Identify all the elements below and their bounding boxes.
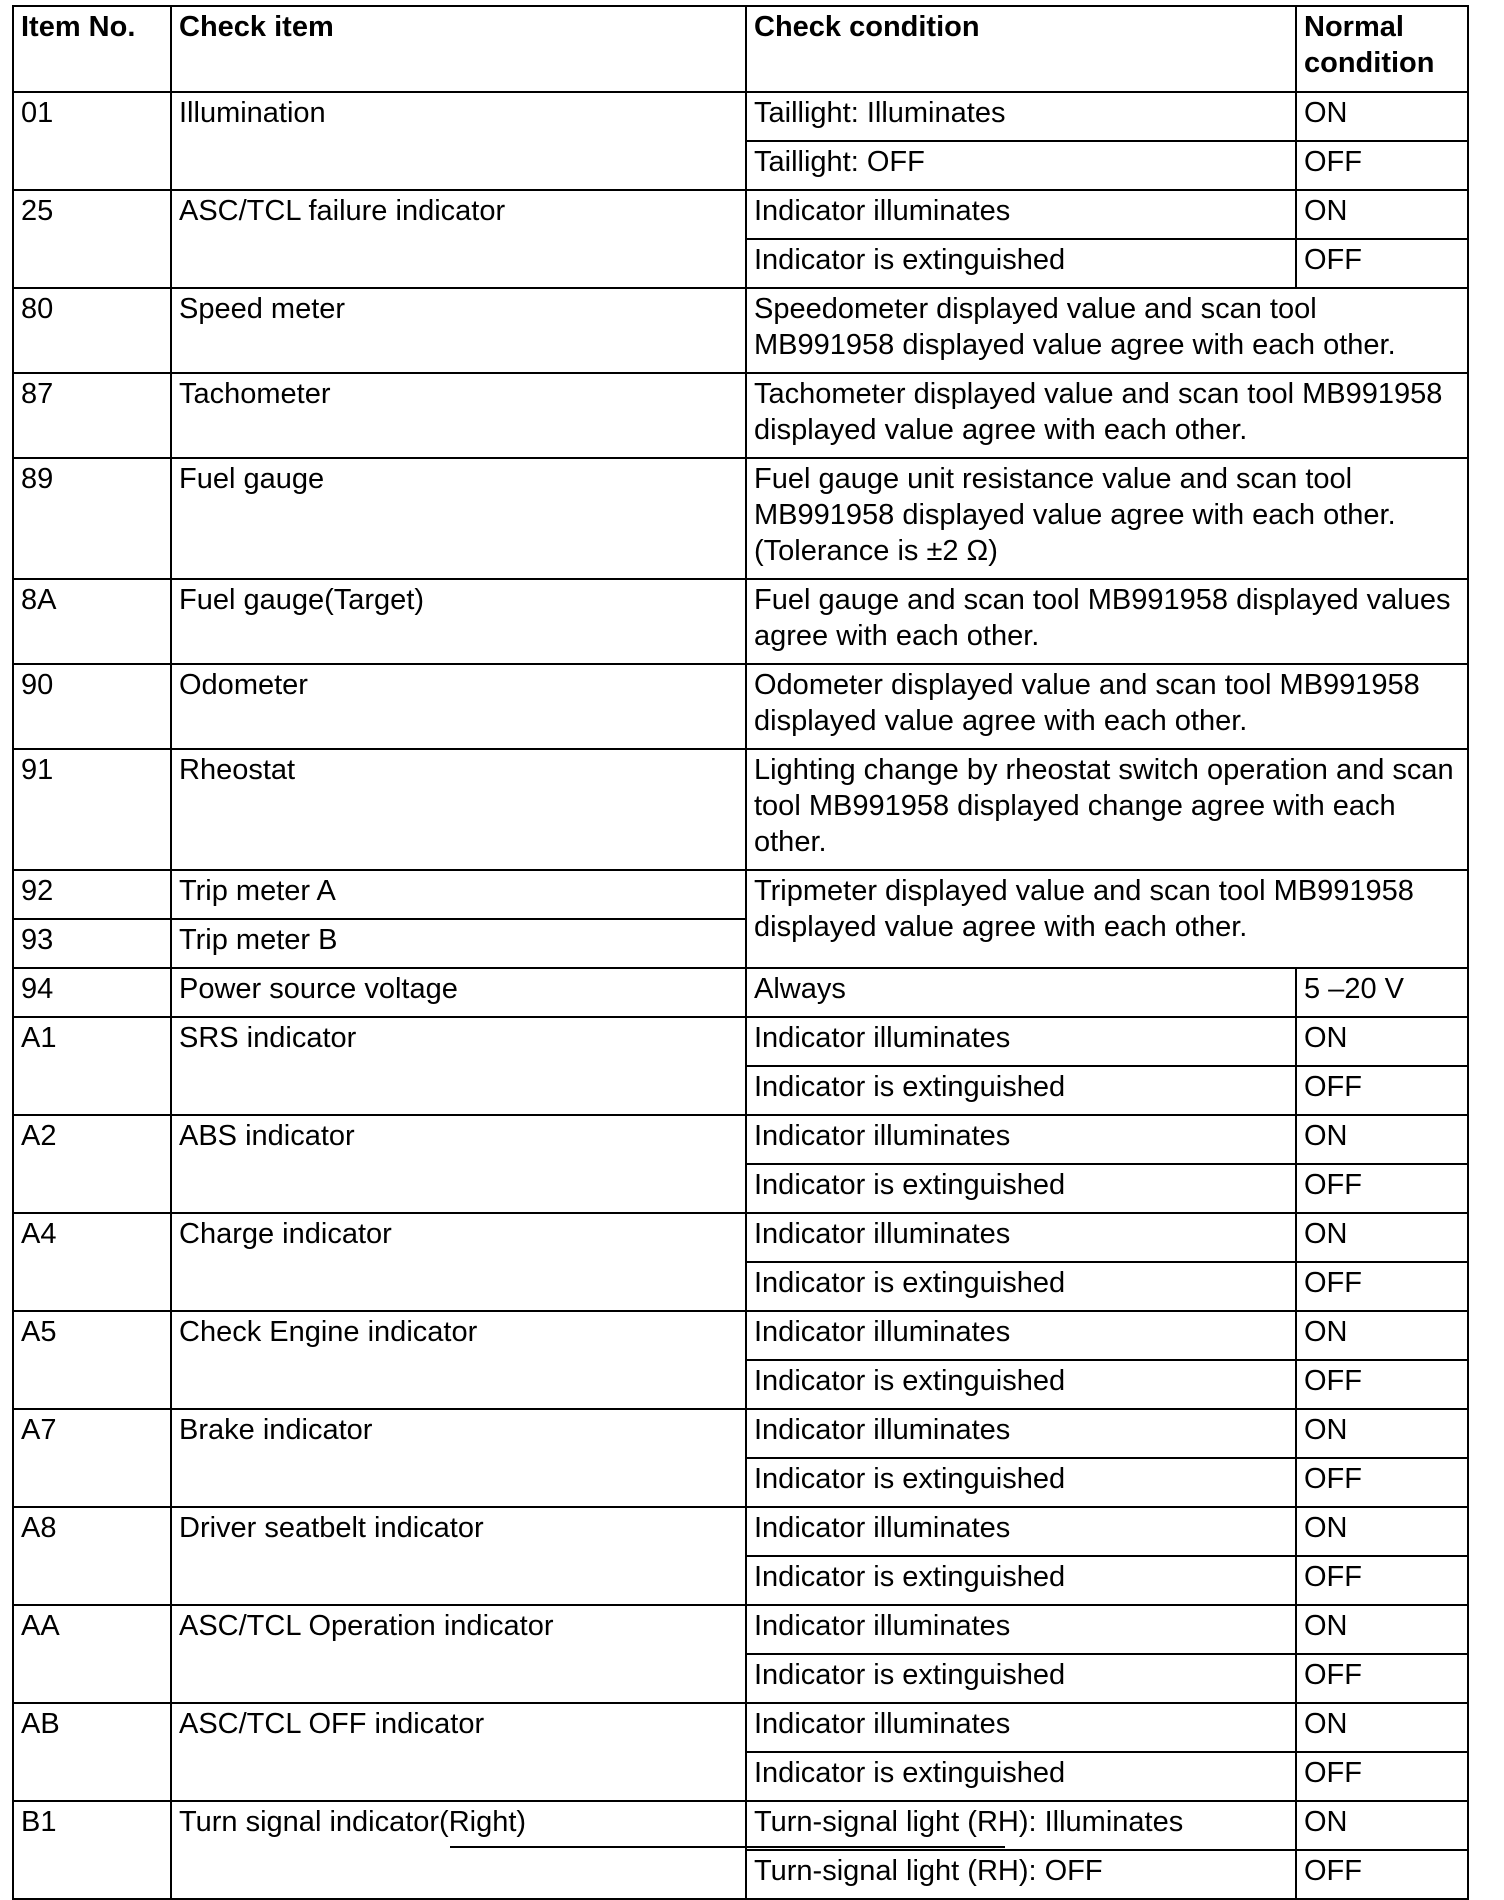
table-row xyxy=(13,1409,1468,1458)
normal-condition-cell: ON xyxy=(1296,1311,1468,1360)
check-item-cell: Rheostat xyxy=(171,749,746,870)
check-item-cell: Illumination xyxy=(171,92,746,190)
normal-condition-cell: ON xyxy=(1296,1605,1468,1654)
item-no-cell: AB xyxy=(13,1703,171,1801)
header-row xyxy=(13,6,1468,92)
check-item-cell: Trip meter B xyxy=(171,919,746,968)
header-check-condition: Check condition xyxy=(746,6,1296,92)
check-condition-cell: Indicator is extinguished xyxy=(746,1458,1296,1507)
check-item-cell: Speed meter xyxy=(171,288,746,373)
table-row xyxy=(13,749,1468,870)
check-condition-cell: Indicator illuminates xyxy=(746,1605,1296,1654)
table-row xyxy=(13,92,1468,141)
check-condition-cell: Taillight: OFF xyxy=(746,141,1296,190)
table-row xyxy=(13,870,1468,919)
merged-condition-cell: Fuel gauge and scan tool MB991958 displayed values agree with each other. xyxy=(746,579,1468,664)
check-condition-cell: Indicator is extinguished xyxy=(746,1066,1296,1115)
item-no-cell: A1 xyxy=(13,1017,171,1115)
table-row xyxy=(13,1213,1468,1262)
check-item-cell: Brake indicator xyxy=(171,1409,746,1507)
table-row xyxy=(13,1311,1468,1360)
check-item-cell: Driver seatbelt indicator xyxy=(171,1507,746,1605)
normal-condition-cell: ON xyxy=(1296,1801,1468,1850)
check-condition-cell: Indicator is extinguished xyxy=(746,1262,1296,1311)
normal-condition-cell: OFF xyxy=(1296,1850,1468,1899)
header-normal-condition: Normal condition xyxy=(1296,6,1468,92)
check-item-cell: Trip meter A xyxy=(171,870,746,919)
item-no-cell: 87 xyxy=(13,373,171,458)
check-item-cell: ASC/TCL OFF indicator xyxy=(171,1703,746,1801)
normal-condition-cell: OFF xyxy=(1296,1262,1468,1311)
item-no-cell: AA xyxy=(13,1605,171,1703)
check-item-cell: Fuel gauge(Target) xyxy=(171,579,746,664)
item-no-cell: 94 xyxy=(13,968,171,1017)
item-no-cell: 25 xyxy=(13,190,171,288)
normal-condition-cell: OFF xyxy=(1296,239,1468,288)
normal-condition-cell: 5 –20 V xyxy=(1296,968,1468,1017)
normal-condition-cell: ON xyxy=(1296,1213,1468,1262)
item-no-cell: 8A xyxy=(13,579,171,664)
table-row xyxy=(13,664,1468,749)
normal-condition-cell: OFF xyxy=(1296,1752,1468,1801)
check-item-cell: SRS indicator xyxy=(171,1017,746,1115)
check-condition-cell: Indicator is extinguished xyxy=(746,239,1296,288)
header-check-item: Check item xyxy=(171,6,746,92)
check-condition-cell: Indicator illuminates xyxy=(746,190,1296,239)
item-no-cell: A7 xyxy=(13,1409,171,1507)
merged-condition-cell: Odometer displayed value and scan tool MB991958 displayed value agree with each other. xyxy=(746,664,1468,749)
normal-condition-cell: ON xyxy=(1296,1017,1468,1066)
item-no-cell: 93 xyxy=(13,919,171,968)
merged-condition-cell: Tachometer displayed value and scan tool MB991958 displayed value agree with each other. xyxy=(746,373,1468,458)
table-row xyxy=(13,1115,1468,1164)
normal-condition-cell: OFF xyxy=(1296,1556,1468,1605)
check-condition-cell: Indicator is extinguished xyxy=(746,1654,1296,1703)
check-condition-cell: Indicator illuminates xyxy=(746,1213,1296,1262)
check-condition-cell: Indicator is extinguished xyxy=(746,1752,1296,1801)
table-row xyxy=(13,968,1468,1017)
check-item-cell: ABS indicator xyxy=(171,1115,746,1213)
check-condition-cell: Indicator illuminates xyxy=(746,1507,1296,1556)
check-item-cell: Check Engine indicator xyxy=(171,1311,746,1409)
table-row xyxy=(13,1507,1468,1556)
table-row xyxy=(13,373,1468,458)
check-item-cell: Charge indicator xyxy=(171,1213,746,1311)
table-row xyxy=(13,458,1468,579)
table-row xyxy=(13,579,1468,664)
item-no-cell: A8 xyxy=(13,1507,171,1605)
item-no-cell: 92 xyxy=(13,870,171,919)
item-no-cell: B1 xyxy=(13,1801,171,1899)
check-condition-cell: Turn-signal light (RH): OFF xyxy=(746,1850,1296,1899)
check-condition-cell: Indicator is extinguished xyxy=(746,1556,1296,1605)
item-no-cell: A4 xyxy=(13,1213,171,1311)
item-no-cell: 01 xyxy=(13,92,171,190)
check-item-cell: Turn signal indicator(Right) xyxy=(171,1801,746,1899)
normal-condition-cell: OFF xyxy=(1296,1164,1468,1213)
table-row xyxy=(13,1801,1468,1850)
check-condition-cell: Indicator illuminates xyxy=(746,1115,1296,1164)
check-item-cell: Odometer xyxy=(171,664,746,749)
item-no-cell: 90 xyxy=(13,664,171,749)
item-no-cell: 80 xyxy=(13,288,171,373)
normal-condition-cell: OFF xyxy=(1296,1458,1468,1507)
check-condition-cell: Indicator illuminates xyxy=(746,1409,1296,1458)
footer-divider xyxy=(450,1846,1005,1848)
check-condition-cell: Taillight: Illuminates xyxy=(746,92,1296,141)
normal-condition-cell: ON xyxy=(1296,92,1468,141)
normal-condition-cell: OFF xyxy=(1296,1066,1468,1115)
normal-condition-cell: OFF xyxy=(1296,141,1468,190)
check-item-cell: ASC/TCL failure indicator xyxy=(171,190,746,288)
merged-condition-cell: Speedometer displayed value and scan tool MB991958 displayed value agree with each other. xyxy=(746,288,1468,373)
check-condition-cell: Always xyxy=(746,968,1296,1017)
item-no-cell: 89 xyxy=(13,458,171,579)
normal-condition-cell: OFF xyxy=(1296,1654,1468,1703)
table-row xyxy=(13,1605,1468,1654)
check-item-cell: Tachometer xyxy=(171,373,746,458)
merged-condition-cell: Tripmeter displayed value and scan tool MB991958 displayed value agree with each other. xyxy=(746,870,1468,968)
check-item-cell: ASC/TCL Operation indicator xyxy=(171,1605,746,1703)
check-condition-cell: Indicator illuminates xyxy=(746,1311,1296,1360)
normal-condition-cell: OFF xyxy=(1296,1360,1468,1409)
merged-condition-cell: Lighting change by rheostat switch operation and scan tool MB991958 displayed change agree with each other. xyxy=(746,749,1468,870)
normal-condition-cell: ON xyxy=(1296,190,1468,239)
check-condition-cell: Indicator is extinguished xyxy=(746,1164,1296,1213)
table-row xyxy=(13,288,1468,373)
normal-condition-cell: ON xyxy=(1296,1507,1468,1556)
check-condition-cell: Indicator illuminates xyxy=(746,1703,1296,1752)
normal-condition-cell: ON xyxy=(1296,1409,1468,1458)
item-no-cell: 91 xyxy=(13,749,171,870)
check-item-table xyxy=(12,5,1469,1900)
normal-condition-cell: ON xyxy=(1296,1703,1468,1752)
check-item-cell: Power source voltage xyxy=(171,968,746,1017)
check-condition-cell: Indicator is extinguished xyxy=(746,1360,1296,1409)
item-no-cell: A5 xyxy=(13,1311,171,1409)
normal-condition-cell: ON xyxy=(1296,1115,1468,1164)
check-condition-cell: Turn-signal light (RH): Illuminates xyxy=(746,1801,1296,1850)
check-condition-cell: Indicator illuminates xyxy=(746,1017,1296,1066)
item-no-cell: A2 xyxy=(13,1115,171,1213)
table-row xyxy=(13,1017,1468,1066)
header-item-no: Item No. xyxy=(13,6,171,92)
table-row xyxy=(13,1703,1468,1752)
table-row xyxy=(13,190,1468,239)
check-item-cell: Fuel gauge xyxy=(171,458,746,579)
merged-condition-cell: Fuel gauge unit resistance value and scan tool MB991958 displayed value agree with each other. (Tolerance is ±2 Ω) xyxy=(746,458,1468,579)
